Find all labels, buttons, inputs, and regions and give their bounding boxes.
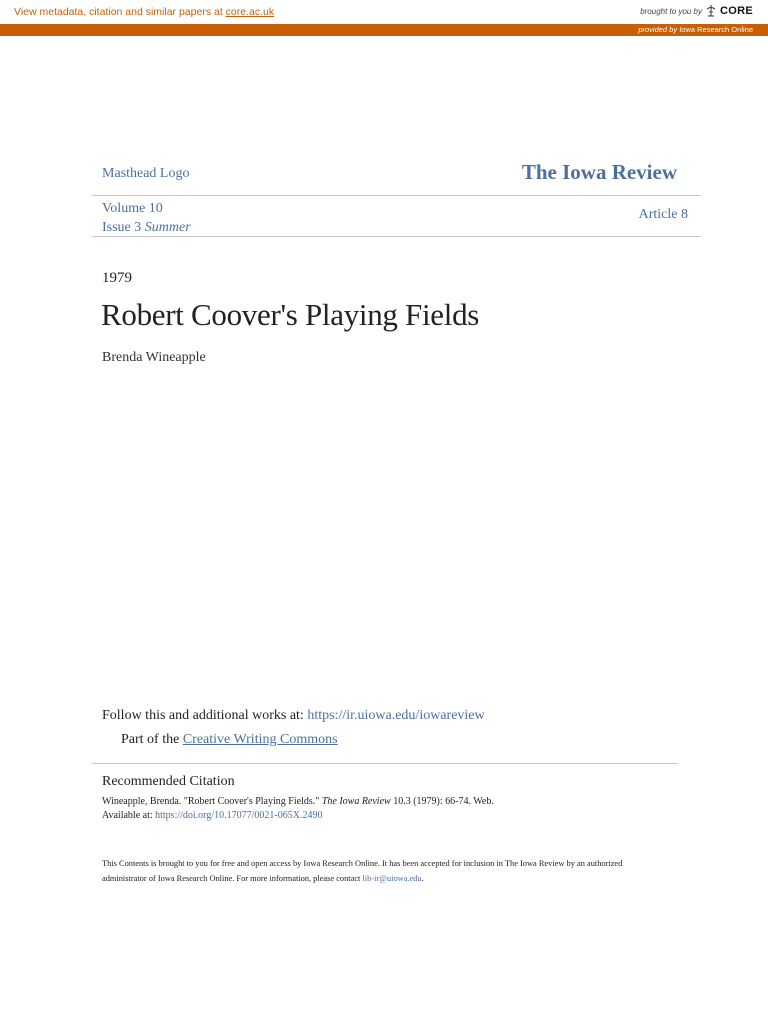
article-author: Brenda Wineapple bbox=[102, 350, 206, 365]
citation-availability bbox=[102, 810, 322, 821]
provided-by-name: Iowa Research Online bbox=[679, 25, 753, 34]
core-ac-uk-link[interactable]: core.ac.uk bbox=[225, 6, 275, 18]
follow-text: Follow this and additional works at: bbox=[102, 708, 308, 723]
masthead-divider-bottom bbox=[92, 236, 701, 237]
masthead-logo[interactable]: Masthead Logo bbox=[102, 166, 190, 181]
citation-divider bbox=[92, 763, 678, 764]
citation-prefix: Wineapple, Brenda. "Robert Coover's Playing Fields." bbox=[102, 796, 322, 807]
issue-season: Summer bbox=[144, 220, 191, 235]
article-number-link[interactable]: Article 8 bbox=[638, 207, 688, 222]
citation-text bbox=[102, 796, 494, 807]
core-logo-icon bbox=[706, 5, 716, 17]
follow-works bbox=[102, 708, 485, 724]
brought-to-you-text: brought to you by bbox=[640, 6, 703, 16]
part-of-commons bbox=[121, 732, 338, 748]
recommended-citation-heading: Recommended Citation bbox=[102, 774, 235, 789]
volume-issue bbox=[102, 199, 191, 237]
article-title: Robert Coover's Playing Fields bbox=[101, 297, 480, 332]
provided-by-prefix: provided by bbox=[638, 25, 678, 34]
masthead-divider-top bbox=[92, 195, 701, 196]
core-brand[interactable] bbox=[640, 5, 753, 17]
repository-link[interactable]: https://ir.uiowa.edu/iowareview bbox=[307, 708, 485, 723]
access-notice bbox=[102, 856, 662, 886]
issue-number: Issue 3 bbox=[102, 220, 142, 235]
journal-title[interactable]: The Iowa Review bbox=[521, 160, 677, 184]
core-view-metadata bbox=[14, 6, 274, 18]
creative-writing-commons-link[interactable]: Creative Writing Commons bbox=[182, 732, 338, 747]
doi-link[interactable]: https://doi.org/10.17077/0021-065X.2490 bbox=[155, 810, 323, 821]
access-notice-text: This Contents is brought to you for free and open access by Iowa Research Online. It has been accepted for inclusion in The Iowa Review by an authorized administrator of Iowa Research Online. For more information, please contact bbox=[102, 859, 623, 883]
available-at-text: Available at: bbox=[102, 810, 156, 821]
volume-link[interactable]: Volume 10 bbox=[102, 201, 163, 216]
provided-by-text[interactable] bbox=[638, 25, 753, 34]
core-banner bbox=[0, 0, 768, 25]
access-notice-end: . bbox=[421, 874, 424, 883]
citation-suffix: 10.3 (1979): 66-74. Web. bbox=[390, 796, 494, 807]
core-view-text: View metadata, citation and similar papers at bbox=[14, 6, 226, 18]
issue-link[interactable] bbox=[102, 220, 191, 235]
contact-email-link[interactable]: lib-ir@uiowa.edu bbox=[362, 874, 422, 883]
citation-journal: The Iowa Review bbox=[321, 796, 391, 807]
publication-year: 1979 bbox=[102, 270, 132, 286]
core-wordmark: CORE bbox=[720, 5, 753, 17]
part-of-text: Part of the bbox=[121, 732, 183, 747]
provided-by-bar bbox=[0, 24, 768, 36]
